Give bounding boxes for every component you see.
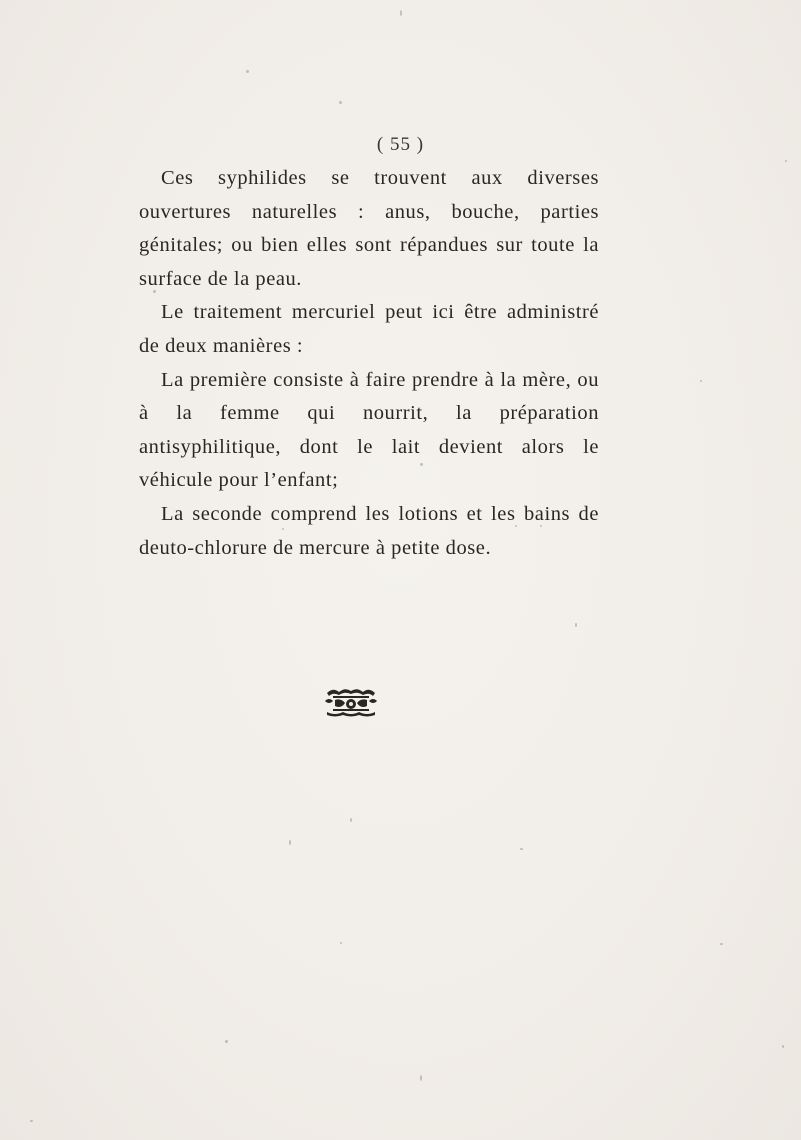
paragraph-3: La première consiste à faire prendre à la mère, ou à la femme qui nourrit, la préparation antisyphilitique, dont le lait devient alors le véhicule pour l’enfant; bbox=[139, 368, 599, 492]
body-text bbox=[139, 162, 599, 565]
paper-speck bbox=[515, 525, 517, 527]
printers-ornament-icon bbox=[323, 685, 379, 717]
paper-speck bbox=[225, 1040, 228, 1043]
paragraph-2: Le traitement mercuriel peut ici être administré de deux manières : bbox=[139, 301, 599, 357]
paper-speck bbox=[700, 380, 702, 382]
paper-speck bbox=[400, 10, 402, 16]
paragraph-1: Ces syphilides se trouvent aux diverses ouvertures naturelles : anus, bouche, parties génitales; ou bien elles sont répandues sur toute la surface de la peau. bbox=[139, 167, 599, 290]
paper-speck bbox=[720, 943, 723, 945]
paper-speck bbox=[282, 528, 284, 530]
paper-speck bbox=[540, 525, 542, 527]
paper-speck bbox=[350, 818, 352, 822]
paper-speck bbox=[289, 840, 291, 845]
paper-speck bbox=[782, 1045, 784, 1048]
paper-speck bbox=[340, 942, 342, 944]
page-number: ( 55 ) bbox=[376, 134, 425, 155]
paper-speck bbox=[520, 848, 523, 850]
paper-speck bbox=[420, 1075, 422, 1081]
paper-speck bbox=[30, 1120, 33, 1122]
paper-speck bbox=[420, 463, 423, 466]
paper-speck bbox=[246, 70, 249, 73]
paragraph-4: La seconde comprend les lotions et les bains de deuto-chlorure de mercure à petite dose. bbox=[139, 502, 599, 559]
paper-speck bbox=[575, 623, 577, 627]
paper-speck bbox=[785, 160, 787, 162]
paper-speck bbox=[339, 101, 342, 104]
paper-speck bbox=[153, 290, 156, 293]
